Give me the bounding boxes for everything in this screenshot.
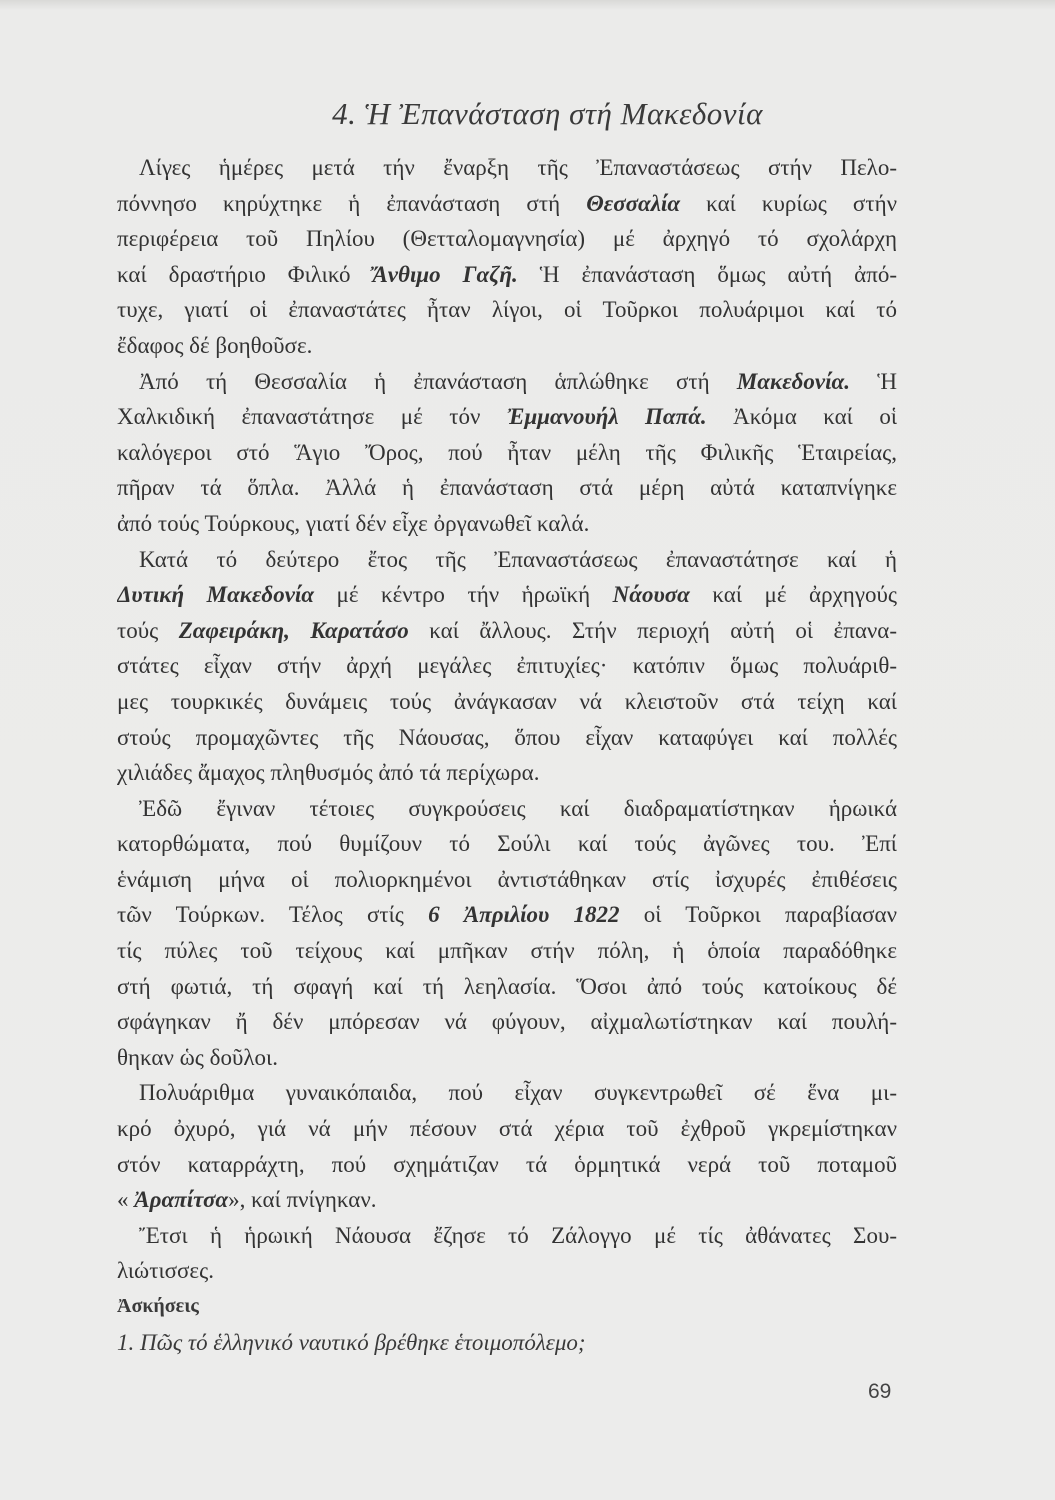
text-run: στούς προμαχῶντες τῆς Νάουσας, ὅπου εἶχαν καταφύγει καί πολλές [117, 724, 897, 750]
text-run: Ἀπό τή Θεσσαλία ἡ ἐπανάσταση ἁπλώθηκε στή [139, 368, 737, 394]
text-run: Ἔτσι ἡ ἡρωική Νάουσα ἔζησε τό Ζάλογγο μέ τίς ἀθάνατες Σου- [139, 1222, 897, 1248]
text-line [117, 1147, 897, 1183]
text-run: πόννησο κηρύχτηκε ἡ ἐπανάσταση στή [117, 190, 587, 216]
emphasized-name: Ἐμμανουήλ Παπά. [506, 404, 707, 430]
text-run: ἀπό τούς Τούρκους, γιατί δέν εἶχε ὀργανωθεῖ καλά. [117, 510, 590, 536]
text-line [117, 542, 897, 578]
text-line [117, 470, 897, 506]
text-run: Λίγες ἡμέρες μετά τήν ἔναρξη τῆς Ἐπαναστάσεως στήν Πελο- [139, 155, 897, 180]
text-run: καί δραστήριο Φιλικό [117, 261, 373, 287]
paragraph [117, 150, 897, 364]
exercise-item: 1. Πῶς τό ἑλληνικό ναυτικό βρέθηκε ἑτοιμοπόλεμο; [117, 1330, 586, 1355]
text-run: Χαλκιδική ἐπαναστάτησε μέ τόν [117, 404, 507, 430]
paragraph [117, 364, 897, 542]
text-line [117, 186, 897, 222]
body-text [117, 150, 897, 1289]
exercises-heading: Ἀσκήσεις [117, 1295, 199, 1317]
emphasized-name: Ἄνθιμο Γαζῆ. [372, 261, 518, 287]
text-run: κατορθώματα, πού θυμίζουν τό Σούλι καί τούς ἀγῶνες του. Ἐπί [117, 831, 897, 857]
emphasized-name: Δυτική Μακεδονία [117, 582, 315, 608]
text-line [117, 150, 897, 186]
text-run: ἔδαφος δέ βοηθοῦσε. [117, 332, 313, 358]
emphasized-name: Θεσσαλία [586, 190, 681, 216]
text-run: καί μέ ἀρχηγούς [689, 582, 897, 608]
text-line [117, 791, 897, 827]
text-run: καλόγεροι στό Ἅγιο Ὄρος, πού ἦταν μέλη τῆς Φιλικῆς Ἑταιρείας, [117, 439, 897, 465]
text-line [117, 648, 897, 684]
text-line [117, 1040, 897, 1076]
text-line [117, 613, 897, 649]
paragraph [117, 1218, 897, 1289]
emphasized-name: Μακεδονία. [736, 368, 851, 394]
text-line [117, 1218, 897, 1254]
text-run: στάτες εἶχαν στήν ἀρχή μεγάλες ἐπιτυχίες· κατόπιν ὅμως πολυάριθ- [117, 653, 897, 679]
emphasized-name: Ζαφειράκη, Καρατάσο [178, 617, 409, 643]
text-run: ἑνάμιση μήνα οἱ πολιορκημένοι ἀντιστάθηκαν στίς ἰσχυρές ἐπιθέσεις [117, 866, 897, 892]
text-line [117, 328, 897, 364]
text-run: τίς πύλες τοῦ τείχους καί μπῆκαν στήν πόλη, ἡ ὁποία παραδόθηκε [117, 938, 897, 964]
text-line [117, 684, 897, 720]
emphasized-name: Ἀραπίτσα [134, 1187, 229, 1213]
text-run: Ἀκόμα καί οἱ [706, 404, 897, 430]
text-line [117, 862, 897, 898]
text-run: οἱ Τοῦρκοι παραβίασαν [619, 902, 897, 928]
text-run: Κατά τό δεύτερο ἔτος τῆς Ἐπαναστάσεως ἐπαναστάτησε καί ἡ [139, 546, 897, 572]
text-line [117, 292, 897, 328]
text-line [117, 933, 897, 969]
text-run: τῶν Τούρκων. Τέλος στίς [117, 902, 429, 928]
text-run: στή φωτιά, τή σφαγή καί τή λεηλασία. Ὅσοι ἀπό τούς κατοίκους δέ [117, 973, 897, 999]
text-run: Ἐδῶ ἔγιναν τέτοιες συγκρούσεις καί διαδραματίστηκαν ἡρωικά [139, 795, 897, 821]
text-line [117, 506, 897, 542]
paragraph [117, 542, 897, 791]
text-run: καί κυρίως στήν [680, 190, 897, 216]
text-line [117, 435, 897, 471]
text-run: κρό ὀχυρό, γιά νά μήν πέσουν στά χέρια τοῦ ἐχθροῦ γκρεμίστηκαν [117, 1116, 897, 1142]
text-run: θηκαν ὡς δοῦλοι. [117, 1044, 278, 1070]
text-line [117, 720, 897, 756]
chapter-title: 4. Ἡ Ἐπανάσταση στή Μακεδονία [332, 96, 763, 131]
text-line [117, 257, 897, 293]
text-run: « [117, 1187, 135, 1213]
text-run: Ἡ ἐπανάσταση ὅμως αὐτή ἀπό- [517, 261, 897, 287]
text-line [117, 826, 897, 862]
text-line [117, 1182, 897, 1218]
text-line [117, 897, 897, 933]
text-line [117, 1004, 897, 1040]
text-run: μες τουρκικές δυνάμεις τούς ἀνάγκασαν νά κλειστοῦν στά τείχη καί [117, 688, 897, 714]
text-line [117, 221, 897, 257]
text-run: καί ἄλλους. Στήν περιοχή αὐτή οἱ ἐπανα- [408, 617, 897, 643]
text-run: χιλιάδες ἄμαχος πληθυσμός ἀπό τά περίχωρα. [117, 760, 540, 786]
text-run: πῆραν τά ὅπλα. Ἀλλά ἡ ἐπανάσταση στά μέρη αὐτά καταπνίγηκε [117, 475, 897, 501]
text-run: στόν καταρράχτη, πού σχημάτιζαν τά ὁρμητικά νερά τοῦ ποταμοῦ [117, 1151, 897, 1177]
page-number: 69 [868, 1380, 892, 1403]
text-run: τούς [117, 617, 179, 643]
text-line [117, 577, 897, 613]
text-line [117, 969, 897, 1005]
text-run: μέ κέντρο τήν ἡρωϊκή [314, 582, 613, 608]
text-run: Ἡ [850, 368, 897, 394]
paragraph [117, 791, 897, 1076]
text-line [117, 1253, 897, 1289]
text-run: Πολυάριθμα γυναικόπαιδα, πού εἶχαν συγκεντρωθεῖ σέ ἕνα μι- [139, 1080, 897, 1106]
text-line [117, 755, 897, 791]
text-run: σφάγηκαν ἤ δέν μπόρεσαν νά φύγουν, αἰχμαλωτίστηκαν καί πουλή- [117, 1009, 897, 1035]
emphasized-name: Νάουσα [612, 582, 690, 608]
text-line [117, 399, 897, 435]
text-line [117, 364, 897, 400]
text-line [117, 1111, 897, 1147]
text-run: », καί πνίγηκαν. [228, 1187, 377, 1213]
text-line [117, 1075, 897, 1111]
text-run: λιώτισσες. [117, 1258, 214, 1284]
paragraph [117, 1075, 897, 1217]
emphasized-name: 6 Ἀπριλίου 1822 [428, 902, 620, 928]
text-run: τυχε, γιατί οἱ ἐπαναστάτες ἦταν λίγοι, οἱ Τοῦρκοι πολυάριμοι καί τό [117, 297, 897, 323]
text-run: περιφέρεια τοῦ Πηλίου (Θετταλομαγνησία) μέ ἀρχηγό τό σχολάρχη [117, 226, 897, 252]
